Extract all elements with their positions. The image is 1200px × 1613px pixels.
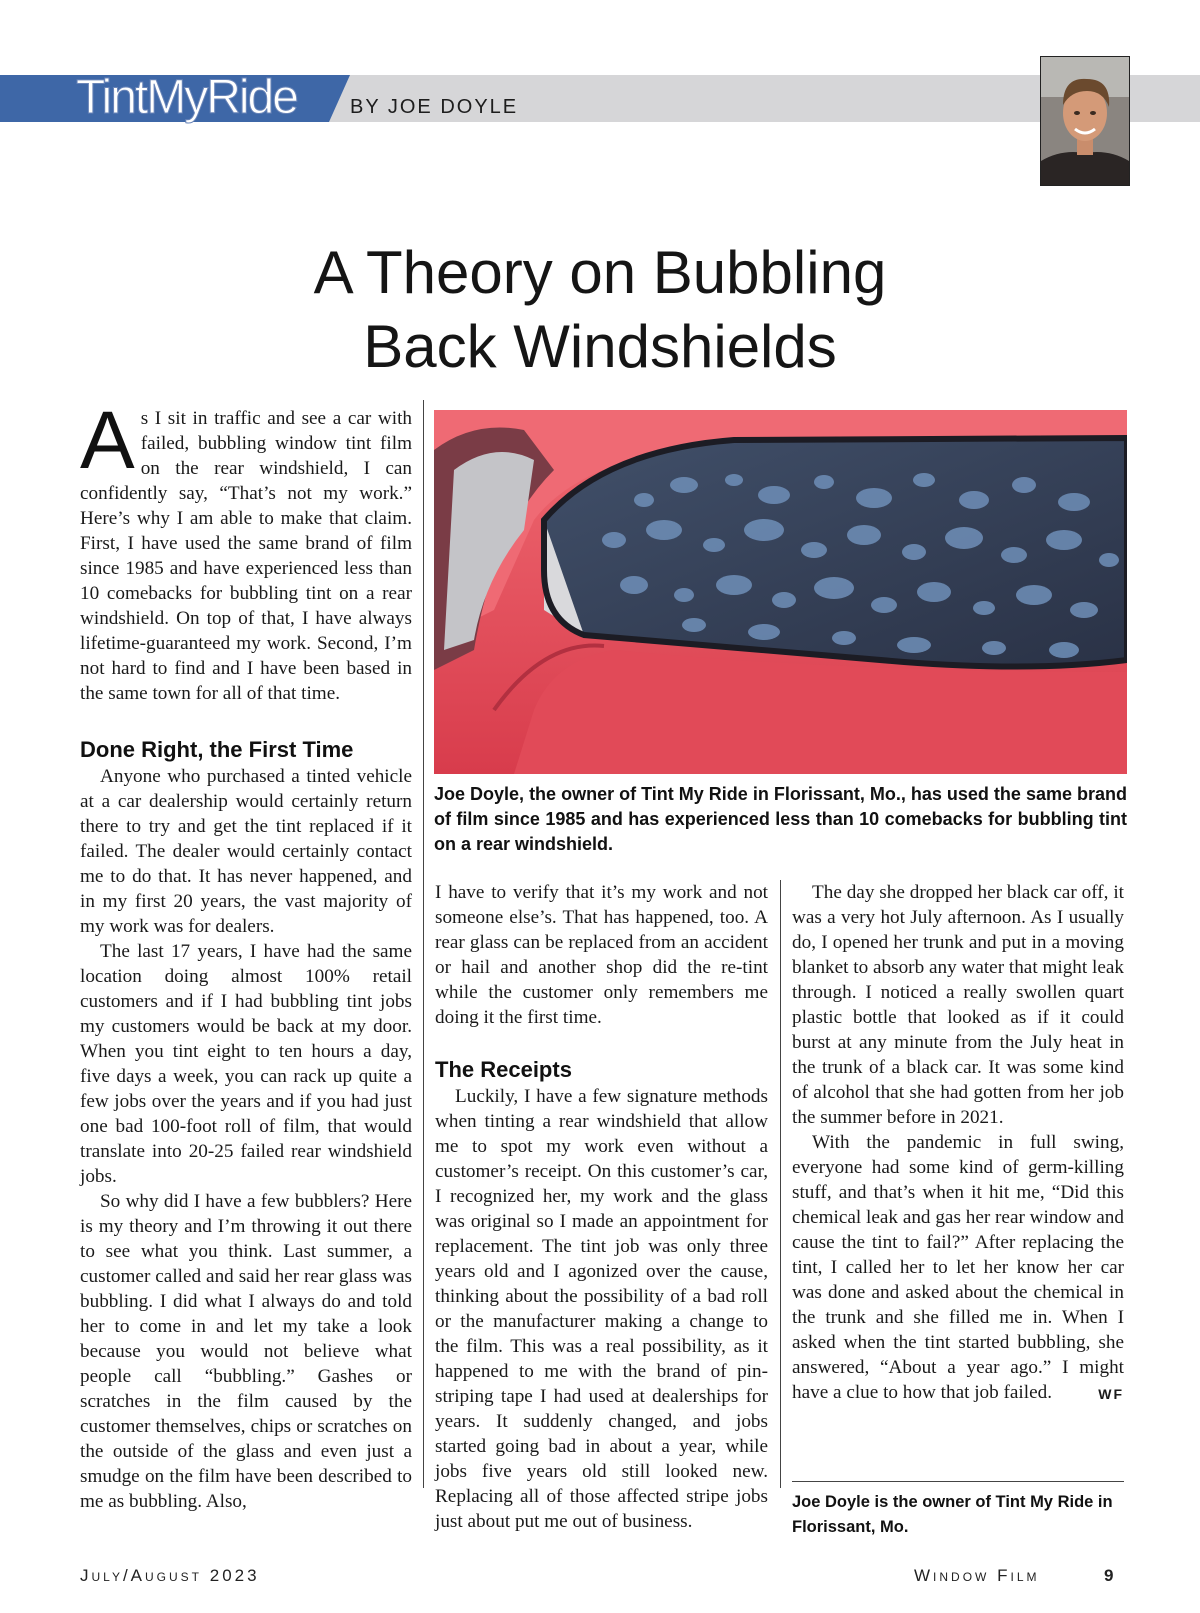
article-column-3: [792, 880, 1124, 1407]
author-bio: Joe Doyle is the owner of Tint My Ride in Florissant, Mo.: [792, 1493, 1113, 1536]
intro-paragraph: [80, 395, 412, 706]
photo-caption: Joe Doyle, the owner of Tint My Ride in Florissant, Mo., has used the same brand of film since 1985 and has experienced less than 10 comebacks for bubbling tint on a rear windshield.: [434, 784, 1127, 854]
subhead-the-receipts: The Receipts: [435, 1057, 572, 1082]
subhead-done-right: Done Right, the First Time: [80, 737, 354, 762]
magazine-name: Window Film: [914, 1566, 1040, 1585]
body-paragraph: So why did I have a few bubblers? Here is my theory and I’m throwing it out there to see what you think. Last summer, a customer called and said her rear glass was bubbling. I did what I always do and told her to come in and let my take a look because you would not believe what people call “bubbling.” Gashes or scratches in the film caused by the customer themselves, chips or scratches on the outside of the glass and even just a smudge on the film have been described to me as bubbling. Also,: [80, 1191, 412, 1512]
closing-paragraph: [792, 1130, 1124, 1405]
headline-line-1: A Theory on Bubbling: [313, 239, 887, 306]
body-paragraph: I have to verify that it’s my work and not someone else’s. That has happened, too. A rear glass can be replaced from an accident or hail and another shop did the re-tint while the customer only remembers me doing it the first time.: [435, 882, 768, 1028]
drop-cap: A: [80, 395, 135, 486]
closing-text: With the pandemic in full swing, everyone had some kind of germ-killing stuff, and that’s when it hit me, “Did this chemical leak and gas her rear window and cause the tint to fail?” After replacing the tint, I called her to let her know her car was done and asked about the chemical in the trunk and she filled me in. When I asked when the tint started bubbling, she answered, “About a year ago.” I might have a clue to how that job failed.: [792, 1132, 1124, 1403]
headline-line-2: Back Windshields: [363, 313, 837, 380]
body-paragraph: The day she dropped her black car off, it was a very hot July afternoon. As I usually do, I opened her trunk and put in a moving blanket to absorb any water that might leak through. I noticed a really swollen quart plastic bottle that looked as if it could burst at any minute from the July heat in the trunk of a black car. It was some kind of alcohol that she had gotten from her job the summer before in 2021.: [792, 882, 1124, 1128]
column-logo: TintMyRide: [76, 71, 297, 124]
article-column-1: [80, 395, 412, 1514]
issue-date: July/August 2023: [80, 1566, 260, 1585]
body-paragraph: Luckily, I have a few signature methods when tinting a rear windshield that allow me to spot my work even without a customer’s receipt. On this customer’s car, I recognized her, my work and the glass was original so I made an appointment for replacement. The tint job was only three years old and I agonized over the cause, thinking about the possibility of a bad roll or the manufacturer making a change to the film. This was a real possibility, as it happened to me with the brand of pin-striping tape I had used at dealerships for years. It suddenly changed, and jobs started going bad in about a year, while jobs five years old still looked new. Replacing all of those affected stripe jobs just about put me out of business.: [435, 1086, 768, 1532]
column-divider: [780, 880, 781, 1488]
bio-divider: [792, 1481, 1124, 1482]
column-divider: [423, 400, 424, 1488]
byline: BY JOE DOYLE: [350, 96, 519, 118]
author-photo: [1040, 56, 1130, 186]
article-column-2: [435, 880, 768, 1534]
bubbling-tint-illustration: [434, 410, 1127, 774]
article-headline: [200, 236, 1000, 384]
end-mark: WF: [1098, 1386, 1124, 1402]
body-paragraph: The last 17 years, I have had the same location doing almost 100% retail customers and if I had bubbling tint jobs my customers would be back at my door. When you tint eight to ten hours a day, five days a week, you can rack up quite a few jobs over the years and if you had just one bad 100-foot roll of film, that would translate into 20-25 failed rear windshield jobs.: [80, 941, 412, 1187]
author-portrait-illustration: [1041, 57, 1129, 185]
car-rear-windshield-photo: [434, 410, 1127, 774]
page-number: 9: [1104, 1566, 1117, 1585]
intro-text: s I sit in traffic and see a car with failed, bubbling window tint film on the rear windshield, I can confidently say, “That’s not my work.” Here’s why I am able to make that claim. First, I have used the same brand of film since 1985 and have experienced less than 10 comebacks for bubbling tint on a rear windshield. On top of that, I have always lifetime-guaranteed my work. Second, I’m not hard to find and I have been based in the same town for all of that time.: [80, 408, 412, 704]
body-paragraph: Anyone who purchased a tinted vehicle at a car dealership would certainly return there to try and get the tint replaced if it failed. The dealer would certainly contact me to do that. It has never happened, and in my first 20 years, the vast majority of my work was for dealers.: [80, 766, 412, 937]
